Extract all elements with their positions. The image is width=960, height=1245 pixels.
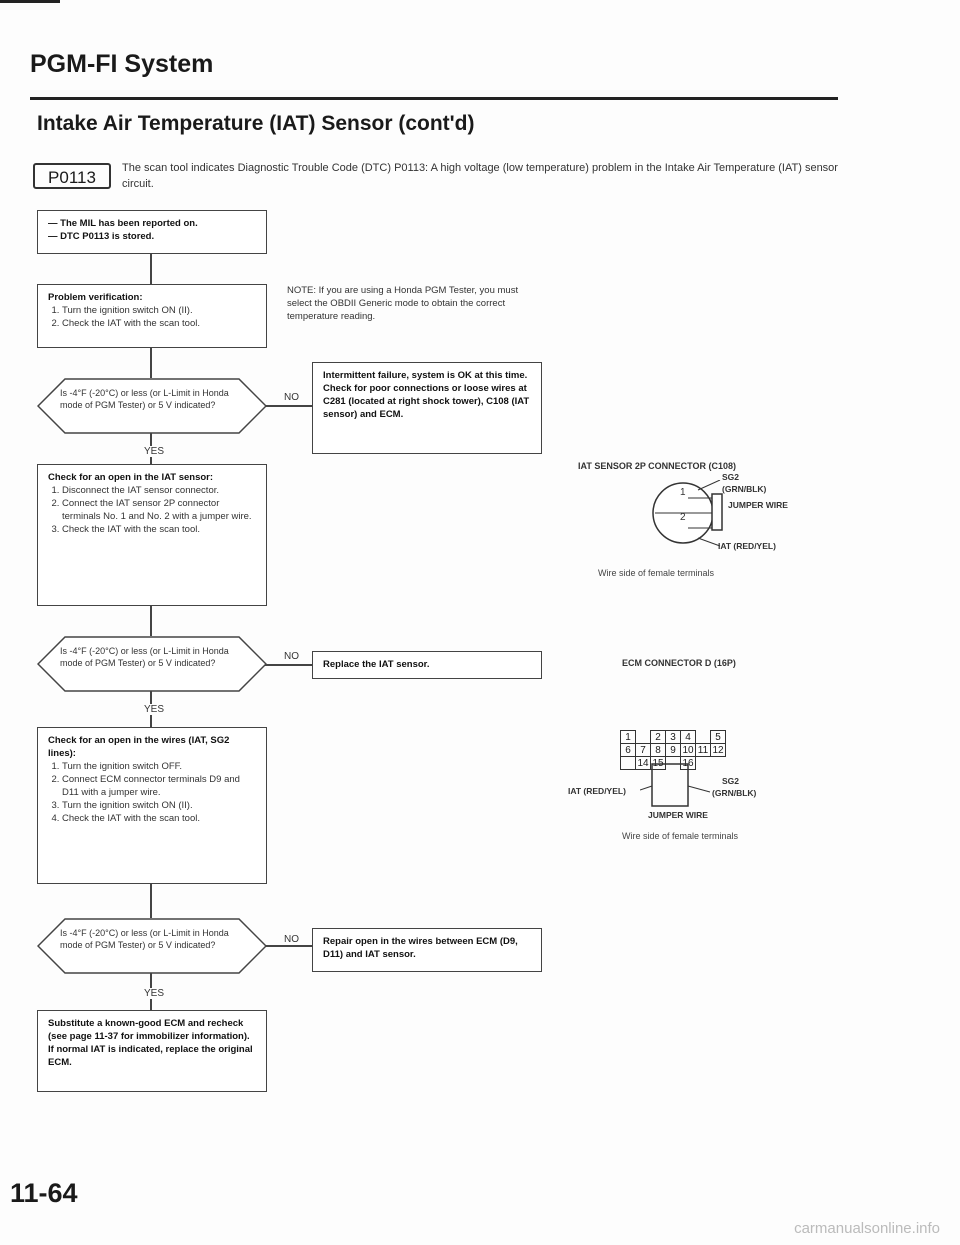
- watermark: carmanualsonline.info: [794, 1220, 940, 1237]
- page-title: PGM-FI System: [30, 50, 214, 78]
- check-wires-box: [37, 727, 267, 884]
- ecm-pin: 5: [711, 731, 726, 744]
- ecm-pin: 9: [666, 744, 681, 757]
- page-number: 11-64: [10, 1178, 78, 1208]
- verification-box: [37, 284, 267, 348]
- check-sensor-step: 3. Check the IAT with the scan tool.: [62, 523, 256, 536]
- ecm-pin: 7: [636, 744, 651, 757]
- intermittent-text: Intermittent failure, system is OK at this time. Check for poor connections or loose wires at C281 (located at right shock tower), C108 (IAT sensor) and ECM.: [323, 370, 530, 420]
- yes-label: YES: [144, 988, 165, 999]
- check-sensor-title: Check for an open in the IAT sensor:: [48, 472, 214, 483]
- ecm-pin: 8: [651, 744, 666, 757]
- no-label: NO: [284, 934, 299, 945]
- ecm-caption: Wire side of female terminals: [622, 831, 739, 841]
- substitute-text: Substitute a known-good ECM and recheck (see page 11-37 for immobilizer information). If normal IAT is indicated, replace the original ECM.: [48, 1018, 253, 1068]
- iat-connector-title: IAT SENSOR 2P CONNECTOR (C108): [578, 461, 737, 471]
- iat-pin-1: 1: [680, 487, 686, 498]
- check-wires-step: 2. Connect ECM connector terminals D9 and D11 with a jumper wire.: [62, 773, 256, 799]
- ecm-pin: [696, 731, 711, 744]
- note-text: NOTE: If you are using a Honda PGM Tester, you must select the OBDII Generic mode to obtain the correct temperature reading.: [287, 285, 519, 322]
- ecm-pin: 11: [696, 744, 711, 757]
- check-wires-step: 3. Turn the ignition switch ON (II).: [62, 799, 256, 812]
- repair-open-box: [312, 928, 542, 972]
- yes-label: YES: [144, 704, 165, 715]
- ecm-sg2-label: SG2: [722, 776, 740, 786]
- iat-pin-2: 2: [680, 512, 686, 523]
- verification-step: 2. Check the IAT with the scan tool.: [62, 317, 256, 330]
- iat-wire-label: IAT (RED/YEL): [718, 541, 776, 551]
- ecm-pin: 3: [666, 731, 681, 744]
- ecm-pin: 14: [637, 757, 649, 769]
- ecm-pin: 12: [712, 744, 724, 756]
- replace-sensor-text: Replace the IAT sensor.: [323, 659, 430, 670]
- yes-label: YES: [144, 446, 165, 457]
- start-line-1: — The MIL has been reported on.: [48, 218, 198, 229]
- check-wires-step: 4. Check the IAT with the scan tool.: [62, 812, 256, 825]
- section-subtitle: Intake Air Temperature (IAT) Sensor (cont'd): [37, 112, 475, 135]
- replace-sensor-box: [312, 651, 542, 679]
- no-label: NO: [284, 392, 299, 403]
- connector-line: [262, 405, 312, 407]
- check-sensor-box: [37, 464, 267, 606]
- dtc-code-badge: P0113: [33, 163, 111, 189]
- ecm-pin: [636, 731, 651, 744]
- decision-text: Is -4°F (-20°C) or less (or L-Limit in Honda mode of PGM Tester) or 5 V indicated?: [60, 646, 229, 668]
- ecm-jumper-label: JUMPER WIRE: [648, 810, 708, 820]
- check-sensor-step: 2. Connect the IAT sensor 2P connector terminals No. 1 and No. 2 with a jumper wire.: [62, 497, 256, 523]
- start-line-2: — DTC P0113 is stored.: [48, 231, 155, 242]
- repair-open-text: Repair open in the wires between ECM (D9, D11) and IAT sensor.: [323, 936, 518, 960]
- iat-caption: Wire side of female terminals: [598, 568, 715, 578]
- check-wires-step: 1. Turn the ignition switch OFF.: [62, 760, 256, 773]
- no-label: NO: [284, 651, 299, 662]
- verification-title: Problem verification:: [48, 292, 143, 303]
- ecm-pin: 4: [681, 731, 696, 744]
- ecm-pin: 1: [621, 731, 636, 744]
- connector-line: [150, 348, 152, 378]
- start-box: [37, 210, 267, 254]
- top-edge-mark: [0, 0, 60, 3]
- intro-text: The scan tool indicates Diagnostic Trouble Code (DTC) P0113: A high voltage (low temperature) problem in the Intake Air Temperature (IAT) sensor circuit.: [122, 162, 838, 190]
- intermittent-box: [312, 362, 542, 454]
- ecm-connector-title: ECM CONNECTOR D (16P): [622, 658, 736, 668]
- connector-line: [150, 884, 152, 918]
- ecm-sg2-color: (GRN/BLK): [712, 788, 757, 798]
- decision-text: Is -4°F (-20°C) or less (or L-Limit in Honda mode of PGM Tester) or 5 V indicated?: [60, 388, 229, 410]
- iat-sg2-label: SG2: [722, 472, 740, 482]
- check-sensor-step: 1. Disconnect the IAT sensor connector.: [62, 484, 256, 497]
- connector-line: [262, 945, 312, 947]
- ecm-pin: 10: [682, 744, 694, 756]
- ecm-pin: 16: [682, 757, 694, 769]
- ecm-pin: 15: [652, 757, 664, 769]
- connector-line: [262, 664, 312, 666]
- iat-sg2-color: (GRN/BLK): [722, 484, 767, 494]
- connector-line: [150, 606, 152, 636]
- iat-jumper-label: JUMPER WIRE: [728, 500, 788, 510]
- ecm-pin: 2: [651, 731, 666, 744]
- connector-line: [150, 254, 152, 284]
- decision-text: Is -4°F (-20°C) or less (or L-Limit in Honda mode of PGM Tester) or 5 V indicated?: [60, 928, 229, 950]
- ecm-pin: 6: [621, 744, 636, 757]
- verification-step: 1. Turn the ignition switch ON (II).: [62, 304, 256, 317]
- title-rule: [30, 97, 838, 100]
- ecm-iat-label: IAT (RED/YEL): [568, 786, 626, 796]
- substitute-box: [37, 1010, 267, 1092]
- ecm-pin: [621, 757, 636, 770]
- check-wires-title: Check for an open in the wires (IAT, SG2 lines):: [48, 735, 230, 759]
